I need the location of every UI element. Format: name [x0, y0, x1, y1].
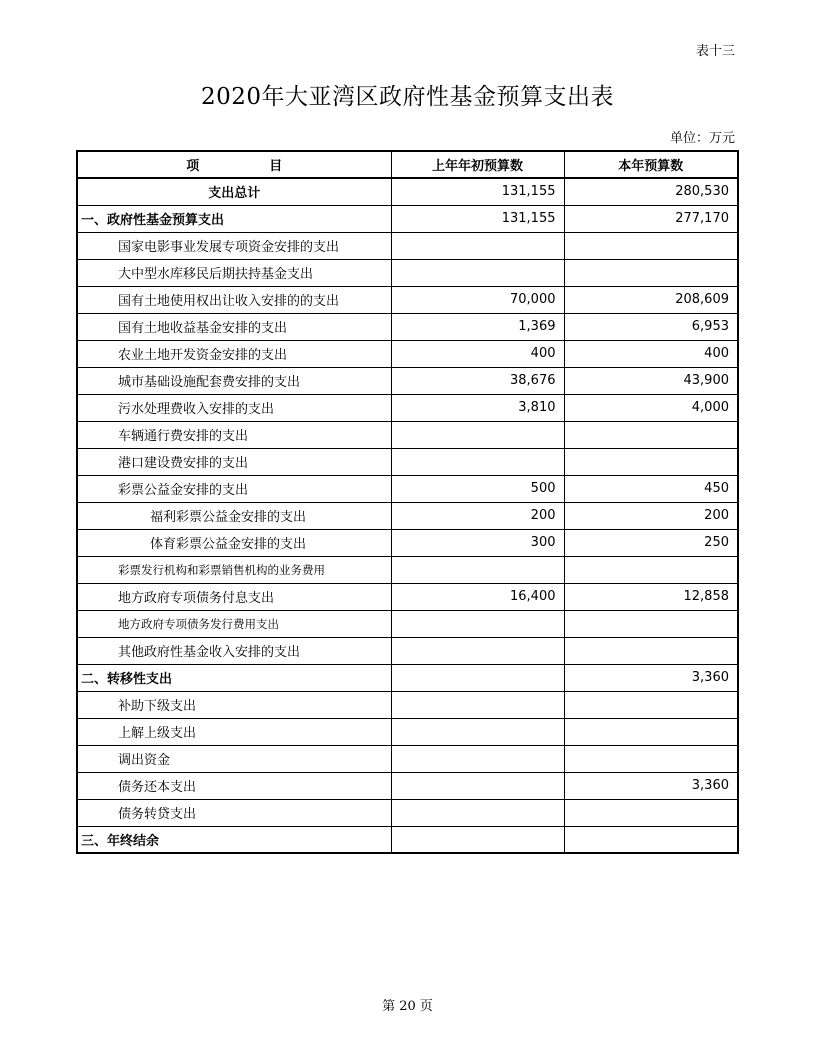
- table-row: [77, 394, 738, 421]
- row-curr-budget: 43,900: [564, 367, 738, 394]
- header-item-a: 项: [186, 159, 200, 174]
- row-curr-budget: 200: [564, 502, 738, 529]
- table-row: [77, 556, 738, 583]
- row-item-name: 债务还本支出: [77, 772, 391, 799]
- row-item-name: 一、政府性基金预算支出: [77, 205, 391, 232]
- table-row: [77, 259, 738, 286]
- row-item-name: 地方政府专项债务付息支出: [77, 583, 391, 610]
- table-row: [77, 772, 738, 799]
- table-row: [77, 178, 738, 205]
- row-curr-budget: 3,360: [564, 772, 738, 799]
- row-prev-budget: [391, 772, 564, 799]
- row-item-name: 调出资金: [77, 745, 391, 772]
- row-prev-budget: [391, 691, 564, 718]
- row-item-name: 车辆通行费安排的支出: [77, 421, 391, 448]
- table-row: [77, 367, 738, 394]
- table-row: [77, 340, 738, 367]
- row-curr-budget: [564, 556, 738, 583]
- row-item-name: 三、年终结余: [77, 826, 391, 853]
- row-prev-budget: [391, 718, 564, 745]
- row-item-name: 地方政府专项债务发行费用支出: [77, 610, 391, 637]
- row-curr-budget: [564, 610, 738, 637]
- table-row: [77, 745, 738, 772]
- row-prev-budget: [391, 421, 564, 448]
- table-row: [77, 448, 738, 475]
- table-row: [77, 421, 738, 448]
- budget-table: [76, 150, 739, 854]
- table-row: [77, 583, 738, 610]
- row-item-name: 支出总计: [77, 178, 391, 205]
- row-item-name: 农业土地开发资金安排的支出: [77, 340, 391, 367]
- row-curr-budget: 3,360: [564, 664, 738, 691]
- header-prev-budget: 上年年初预算数: [391, 151, 564, 178]
- table-number: 表十三: [695, 44, 735, 59]
- row-curr-budget: [564, 448, 738, 475]
- table-row: [77, 313, 738, 340]
- row-item-name: 二、转移性支出: [77, 664, 391, 691]
- row-prev-budget: 400: [391, 340, 564, 367]
- row-prev-budget: [391, 664, 564, 691]
- row-prev-budget: [391, 259, 564, 286]
- row-prev-budget: [391, 610, 564, 637]
- row-curr-budget: 6,953: [564, 313, 738, 340]
- header-item-b: 目: [269, 159, 283, 174]
- row-prev-budget: [391, 799, 564, 826]
- unit-label: 单位：万元: [669, 131, 735, 146]
- row-item-name: 国有土地使用权出让收入安排的的支出: [77, 286, 391, 313]
- row-prev-budget: 300: [391, 529, 564, 556]
- row-prev-budget: 200: [391, 502, 564, 529]
- table-row: [77, 502, 738, 529]
- row-prev-budget: 131,155: [391, 178, 564, 205]
- row-item-name: 国有土地收益基金安排的支出: [77, 313, 391, 340]
- table-row: [77, 205, 738, 232]
- row-item-name: 彩票公益金安排的支出: [77, 475, 391, 502]
- row-prev-budget: [391, 232, 564, 259]
- row-item-name: 体育彩票公益金安排的支出: [77, 529, 391, 556]
- row-item-name: 港口建设费安排的支出: [77, 448, 391, 475]
- page-title: 2020年大亚湾区政府性基金预算支出表: [200, 84, 615, 110]
- table-row: [77, 475, 738, 502]
- table-row: [77, 799, 738, 826]
- row-curr-budget: 250: [564, 529, 738, 556]
- row-prev-budget: [391, 745, 564, 772]
- row-item-name: 债务转贷支出: [77, 799, 391, 826]
- table-row: [77, 718, 738, 745]
- row-prev-budget: 3,810: [391, 394, 564, 421]
- row-item-name: 城市基础设施配套费安排的支出: [77, 367, 391, 394]
- row-curr-budget: 12,858: [564, 583, 738, 610]
- row-item-name: 污水处理费收入安排的支出: [77, 394, 391, 421]
- row-curr-budget: [564, 826, 738, 853]
- row-curr-budget: 208,609: [564, 286, 738, 313]
- page-footer: 第 20 页: [382, 999, 433, 1014]
- row-curr-budget: [564, 691, 738, 718]
- table-row: [77, 232, 738, 259]
- row-item-name: 补助下级支出: [77, 691, 391, 718]
- row-curr-budget: [564, 718, 738, 745]
- row-item-name: 上解上级支出: [77, 718, 391, 745]
- row-curr-budget: [564, 799, 738, 826]
- row-item-name: 大中型水库移民后期扶持基金支出: [77, 259, 391, 286]
- row-prev-budget: [391, 556, 564, 583]
- table-row: [77, 637, 738, 664]
- row-curr-budget: 280,530: [564, 178, 738, 205]
- row-item-name: 彩票发行机构和彩票销售机构的业务费用: [77, 556, 391, 583]
- row-prev-budget: 131,155: [391, 205, 564, 232]
- row-prev-budget: 70,000: [391, 286, 564, 313]
- row-curr-budget: 277,170: [564, 205, 738, 232]
- row-prev-budget: [391, 637, 564, 664]
- row-curr-budget: 450: [564, 475, 738, 502]
- row-curr-budget: [564, 232, 738, 259]
- table-row: [77, 529, 738, 556]
- row-curr-budget: [564, 259, 738, 286]
- header-curr-budget: 本年预算数: [564, 151, 738, 178]
- row-curr-budget: [564, 637, 738, 664]
- row-curr-budget: 4,000: [564, 394, 738, 421]
- table-row: [77, 691, 738, 718]
- row-item-name: 国家电影事业发展专项资金安排的支出: [77, 232, 391, 259]
- table-row: [77, 610, 738, 637]
- table-row: [77, 664, 738, 691]
- row-curr-budget: [564, 421, 738, 448]
- table-header-row: [77, 151, 738, 178]
- row-curr-budget: 400: [564, 340, 738, 367]
- row-prev-budget: 500: [391, 475, 564, 502]
- row-prev-budget: 16,400: [391, 583, 564, 610]
- row-prev-budget: [391, 826, 564, 853]
- table-row: [77, 826, 738, 853]
- row-item-name: 福利彩票公益金安排的支出: [77, 502, 391, 529]
- header-item: [77, 151, 391, 178]
- row-prev-budget: [391, 448, 564, 475]
- table-row: [77, 286, 738, 313]
- row-prev-budget: 1,369: [391, 313, 564, 340]
- row-item-name: 其他政府性基金收入安排的支出: [77, 637, 391, 664]
- row-prev-budget: 38,676: [391, 367, 564, 394]
- row-curr-budget: [564, 745, 738, 772]
